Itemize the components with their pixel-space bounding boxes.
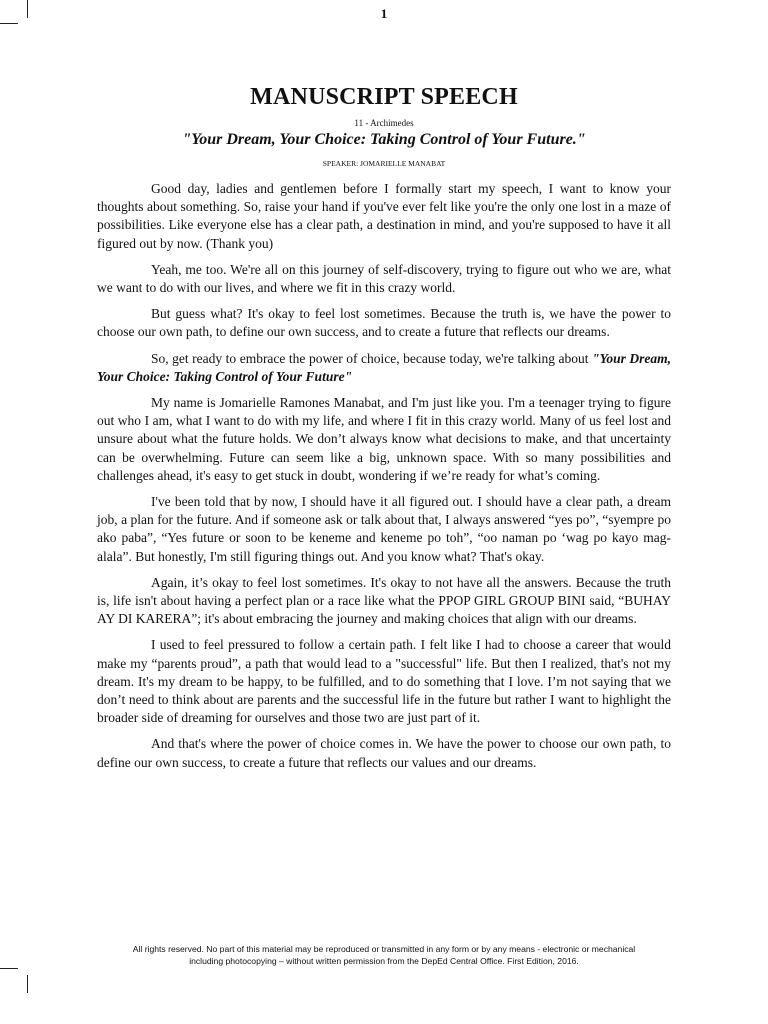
speech-body [97, 180, 671, 780]
crop-mark-top-left-horizontal [0, 23, 18, 24]
crop-mark-bottom-left-vertical [27, 975, 28, 993]
paragraph-8: I used to feel pressured to follow a certain path. I felt like I had to choose a career that would make my “parents proud”, a path that would lead to a "successful" life. But then I realized, that's not my dream. It's my dream to be happy, to be fulfilled, and to do something that I love. I’m not saying that we don’t need to think about are parents and the successful life in the future but rather I want to highlight the broader side of dreaming for ourselves and those two are just part of it. [97, 637, 671, 726]
paragraph-9: And that's where the power of choice comes in. We have the power to choose our own path, to define our own success, to create a future that reflects our values and our dreams. [97, 736, 671, 770]
section-label: 11 - Archimedes [354, 118, 414, 128]
paragraph-5: My name is Jomarielle Ramones Manabat, and I'm just like you. I'm a teenager trying to figure out who I am, what I want to do with my life, and where I fit in this crazy world. Many of us feel lost and unsure about what the future holds. We don’t always know what decisions to make, and that uncertainty can be overwhelming. Future can seem like a big, unknown space. With so many possibilities and challenges ahead, it's easy to get stuck in doubt, wondering if we’re ready for what’s coming. [97, 395, 671, 483]
speech-subtitle: "Your Dream, Your Choice: Taking Control of Your Future." [182, 131, 586, 148]
paragraph-3: But guess what? It's okay to feel lost sometimes. Because the truth is, we have the power to choose our own path, to define our own success, and to create a future that reflects our dreams. [97, 306, 671, 340]
paragraph-4-lead: So, get ready to embrace the power of choice, because today, we're talking about [151, 350, 589, 366]
speaker-line: SPEAKER: JOMARIELLE MANABAT [322, 159, 446, 168]
paragraph-4 [97, 350, 671, 386]
document-title: MANUSCRIPT SPEECH [250, 84, 518, 110]
paragraph-6: I've been told that by now, I should have it all figured out. I should have a clear path, a dream job, a plan for the future. And if someone ask or talk about that, I always answered “yes po”, “syempre po ako paba”, “Yes future or soon to be keneme and keneme po toh”, “oo naman po ‘wag po kayo mag-alala”. But honestly, I'm still figuring things out. And you know what? That's okay. [97, 494, 671, 564]
page-number: 1 [380, 6, 388, 21]
paragraph-1: Good day, ladies and gentlemen before I formally start my speech, I want to know your thoughts about something. So, raise your hand if you've ever felt like you're the only one lost in a maze of possibilities. Like everyone else has a clear path, a destination in mind, and you're supposed to have it all figured out by now. (Thank you) [97, 181, 671, 251]
copyright-footer: All rights reserved. No part of this material may be reproduced or transmitted in any form or by any means - electronic or mechanical including photocopying – without written permission from the DepEd Central Office. First Edition, 2016. [132, 944, 636, 966]
paragraph-4-emphasis: "Your Dream, Your Choice: Taking Control of Your Future" [97, 350, 671, 384]
crop-mark-bottom-left-horizontal [0, 968, 18, 969]
paragraph-2: Yeah, me too. We're all on this journey of self-discovery, trying to figure out who we are, what we want to do with our lives, and where we fit in this crazy world. [97, 261, 671, 296]
paragraph-7: Again, it’s okay to feel lost sometimes. It's okay to not have all the answers. Because the truth is, life isn't about having a perfect plan or a race like what the PPOP GIRL GROUP BINI said, “BUHAY AY DI KARERA”; it's about embracing the journey and making choices that align with our dreams. [97, 574, 671, 627]
